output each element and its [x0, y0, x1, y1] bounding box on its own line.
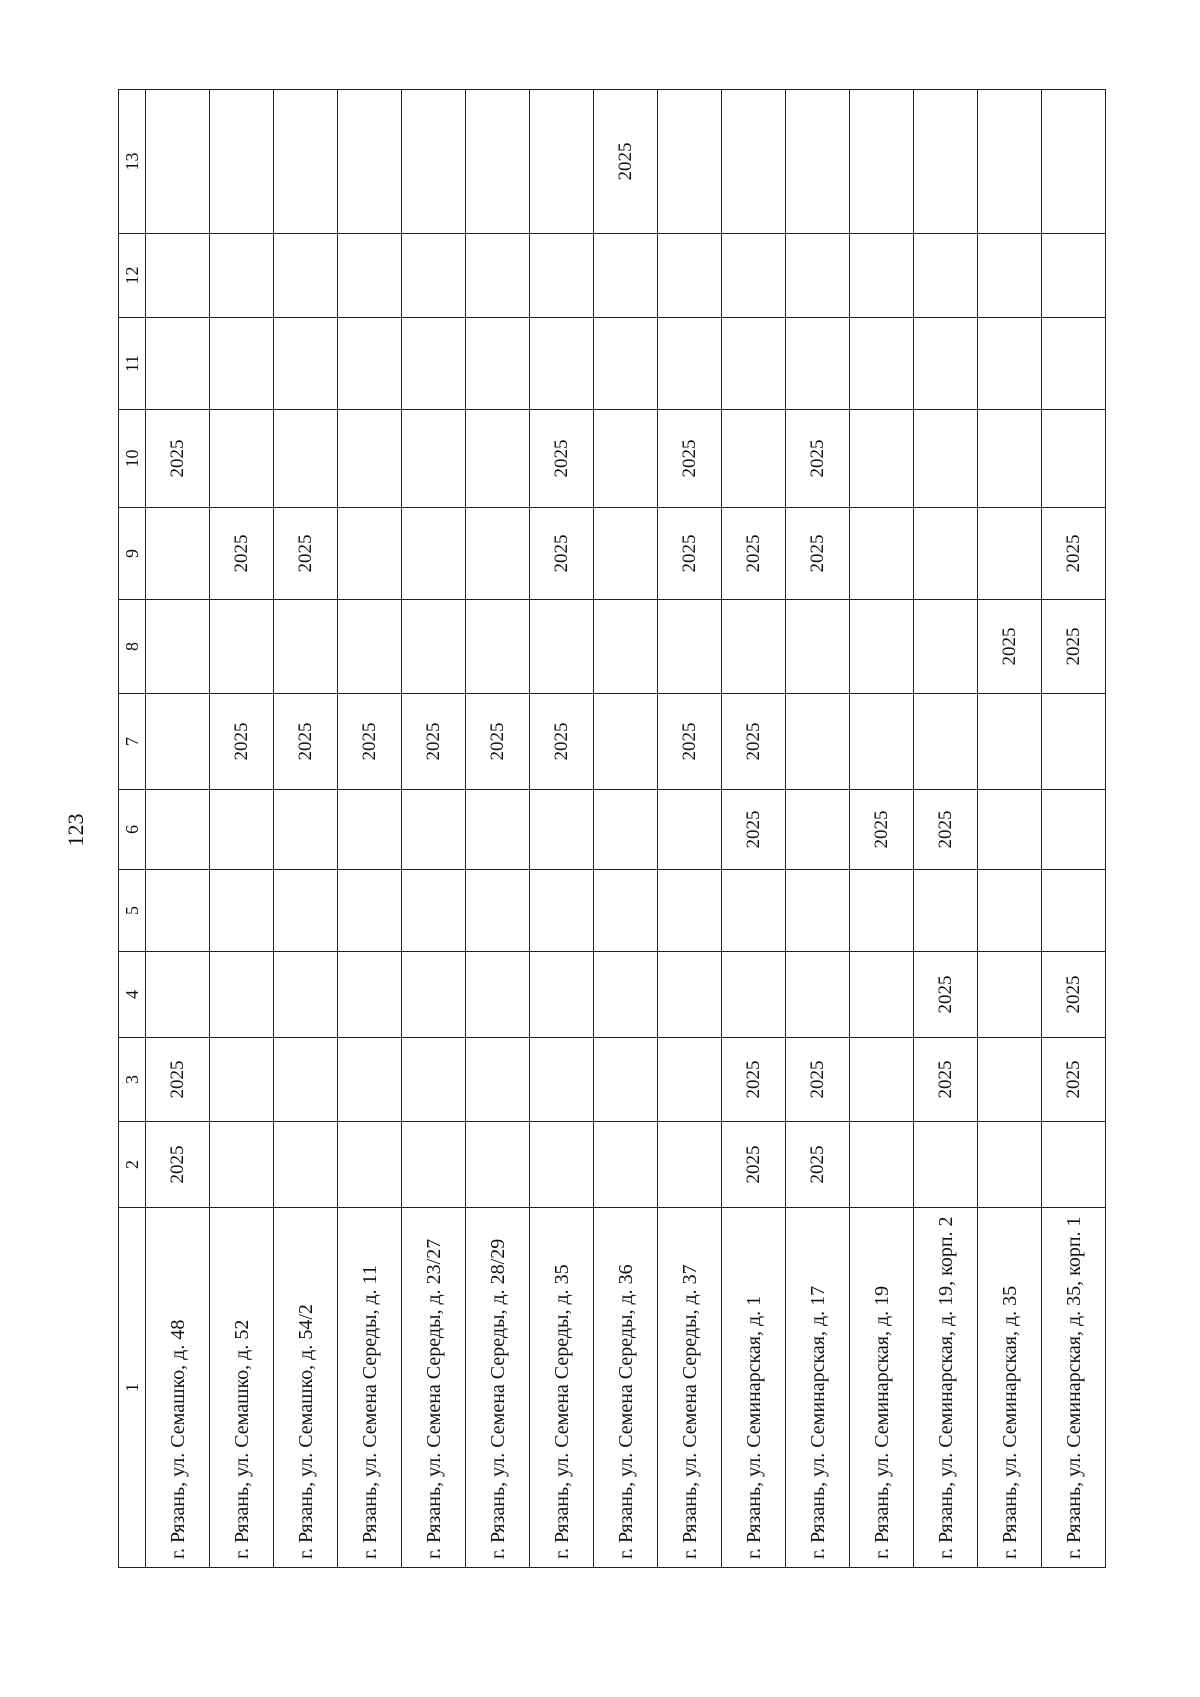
year-cell-col-5	[1042, 870, 1106, 952]
year-cell-col-9: 2025	[530, 508, 594, 600]
address-cell: г. Рязань, ул. Семена Середы, д. 37	[658, 1208, 722, 1568]
year-cell-col-9: 2025	[786, 508, 850, 600]
year-cell-col-13	[786, 90, 850, 234]
year-cell-col-7: 2025	[338, 694, 402, 790]
year-cell-col-6	[658, 790, 722, 870]
column-header-10: 10	[119, 410, 146, 508]
year-cell-col-8	[850, 600, 914, 694]
year-cell-col-4	[466, 952, 530, 1038]
year-cell-col-3	[274, 1038, 338, 1122]
year-cell-col-10: 2025	[146, 410, 210, 508]
year-cell-col-13	[274, 90, 338, 234]
year-cell-col-4: 2025	[914, 952, 978, 1038]
table-header	[119, 90, 146, 1568]
year-cell-col-10	[850, 410, 914, 508]
year-cell-col-4	[658, 952, 722, 1038]
column-header-12: 12	[119, 234, 146, 318]
year-cell-col-4: 2025	[1042, 952, 1106, 1038]
year-cell-col-8	[274, 600, 338, 694]
year-cell-col-7	[978, 694, 1042, 790]
year-cell-col-7: 2025	[274, 694, 338, 790]
year-cell-col-8	[402, 600, 466, 694]
year-cell-col-2	[210, 1122, 274, 1208]
year-cell-col-11	[466, 318, 530, 410]
year-cell-col-7	[786, 694, 850, 790]
year-cell-col-6	[146, 790, 210, 870]
address-cell: г. Рязань, ул. Семинарская, д. 1	[722, 1208, 786, 1568]
year-cell-col-4	[722, 952, 786, 1038]
year-cell-col-6: 2025	[722, 790, 786, 870]
year-cell-col-11	[530, 318, 594, 410]
column-header-8: 8	[119, 600, 146, 694]
year-cell-col-10	[914, 410, 978, 508]
address-cell: г. Рязань, ул. Семинарская, д. 19	[850, 1208, 914, 1568]
year-cell-col-10	[978, 410, 1042, 508]
year-cell-col-10	[402, 410, 466, 508]
year-cell-col-5	[594, 870, 658, 952]
year-cell-col-7	[146, 694, 210, 790]
column-header-9: 9	[119, 508, 146, 600]
table-row	[338, 90, 402, 1568]
page-number-text: 123	[63, 813, 88, 847]
year-cell-col-10: 2025	[530, 410, 594, 508]
year-cell-col-13	[530, 90, 594, 234]
year-cell-col-11	[978, 318, 1042, 410]
year-cell-col-5	[978, 870, 1042, 952]
year-cell-col-2	[1042, 1122, 1106, 1208]
year-cell-col-3	[530, 1038, 594, 1122]
table-row	[722, 90, 786, 1568]
column-header-13: 13	[119, 90, 146, 234]
year-cell-col-6	[530, 790, 594, 870]
year-cell-col-13	[146, 90, 210, 234]
year-cell-col-3: 2025	[146, 1038, 210, 1122]
year-cell-col-9	[338, 508, 402, 600]
year-cell-col-13	[914, 90, 978, 234]
year-cell-col-9: 2025	[1042, 508, 1106, 600]
table-row	[786, 90, 850, 1568]
year-cell-col-6	[210, 790, 274, 870]
year-cell-col-13	[210, 90, 274, 234]
year-cell-col-8	[658, 600, 722, 694]
address-cell: г. Рязань, ул. Семинарская, д. 19, корп. 2	[914, 1208, 978, 1568]
year-cell-col-5	[850, 870, 914, 952]
year-cell-col-2	[466, 1122, 530, 1208]
year-cell-col-7	[850, 694, 914, 790]
year-cell-col-3: 2025	[914, 1038, 978, 1122]
table-row	[978, 90, 1042, 1568]
column-header-2: 2	[119, 1122, 146, 1208]
year-cell-col-5	[786, 870, 850, 952]
year-cell-col-11	[914, 318, 978, 410]
year-cell-col-12	[786, 234, 850, 318]
year-cell-col-10	[210, 410, 274, 508]
year-cell-col-11	[1042, 318, 1106, 410]
year-cell-col-2	[850, 1122, 914, 1208]
year-cell-col-10: 2025	[786, 410, 850, 508]
year-cell-col-11	[338, 318, 402, 410]
year-cell-col-2	[530, 1122, 594, 1208]
year-cell-col-12	[466, 234, 530, 318]
address-cell: г. Рязань, ул. Семинарская, д. 35	[978, 1208, 1042, 1568]
table-row	[210, 90, 274, 1568]
year-cell-col-6	[402, 790, 466, 870]
year-cell-col-9: 2025	[274, 508, 338, 600]
year-cell-col-3	[338, 1038, 402, 1122]
year-cell-col-7: 2025	[466, 694, 530, 790]
year-cell-col-12	[338, 234, 402, 318]
year-cell-col-3	[402, 1038, 466, 1122]
year-cell-col-7	[914, 694, 978, 790]
year-cell-col-2	[914, 1122, 978, 1208]
year-cell-col-7: 2025	[530, 694, 594, 790]
year-cell-col-12	[530, 234, 594, 318]
year-cell-col-9	[850, 508, 914, 600]
year-cell-col-2	[658, 1122, 722, 1208]
year-cell-col-13	[1042, 90, 1106, 234]
year-cell-col-6	[466, 790, 530, 870]
year-cell-col-9	[466, 508, 530, 600]
year-cell-col-6	[274, 790, 338, 870]
table-row	[850, 90, 914, 1568]
year-cell-col-7	[594, 694, 658, 790]
year-cell-col-8	[338, 600, 402, 694]
year-cell-col-13	[850, 90, 914, 234]
year-cell-col-8: 2025	[1042, 600, 1106, 694]
column-header-3: 3	[119, 1038, 146, 1122]
year-cell-col-8	[210, 600, 274, 694]
year-cell-col-9	[402, 508, 466, 600]
year-cell-col-13	[402, 90, 466, 234]
year-cell-col-8	[466, 600, 530, 694]
year-cell-col-3	[850, 1038, 914, 1122]
year-cell-col-3	[978, 1038, 1042, 1122]
column-header-1: 1	[119, 1208, 146, 1568]
year-cell-col-12	[722, 234, 786, 318]
table-row	[658, 90, 722, 1568]
year-cell-col-5	[658, 870, 722, 952]
year-cell-col-9	[146, 508, 210, 600]
year-cell-col-11	[402, 318, 466, 410]
column-header-6: 6	[119, 790, 146, 870]
address-cell: г. Рязань, ул. Семашко, д. 52	[210, 1208, 274, 1568]
year-cell-col-13	[658, 90, 722, 234]
year-cell-col-5	[914, 870, 978, 952]
year-cell-col-10	[274, 410, 338, 508]
address-cell: г. Рязань, ул. Семашко, д. 48	[146, 1208, 210, 1568]
year-cell-col-2	[274, 1122, 338, 1208]
year-cell-col-6	[594, 790, 658, 870]
column-header-5: 5	[119, 870, 146, 952]
year-cell-col-9: 2025	[722, 508, 786, 600]
year-cell-col-8	[722, 600, 786, 694]
year-cell-col-10	[594, 410, 658, 508]
year-cell-col-3	[210, 1038, 274, 1122]
year-cell-col-10	[466, 410, 530, 508]
year-cell-col-2: 2025	[786, 1122, 850, 1208]
year-cell-col-10: 2025	[658, 410, 722, 508]
year-cell-col-5	[338, 870, 402, 952]
table-row	[274, 90, 338, 1568]
year-cell-col-4	[850, 952, 914, 1038]
column-header-11: 11	[119, 318, 146, 410]
table-row	[594, 90, 658, 1568]
column-header-7: 7	[119, 694, 146, 790]
year-cell-col-6: 2025	[914, 790, 978, 870]
year-cell-col-12	[210, 234, 274, 318]
year-cell-col-13	[466, 90, 530, 234]
year-cell-col-2: 2025	[146, 1122, 210, 1208]
year-cell-col-3	[658, 1038, 722, 1122]
address-cell: г. Рязань, ул. Семена Середы, д. 11	[338, 1208, 402, 1568]
year-cell-col-4	[786, 952, 850, 1038]
year-cell-col-12	[146, 234, 210, 318]
year-cell-col-11	[658, 318, 722, 410]
year-cell-col-3	[594, 1038, 658, 1122]
year-cell-col-13	[722, 90, 786, 234]
year-cell-col-11	[722, 318, 786, 410]
year-cell-col-9	[594, 508, 658, 600]
year-cell-col-11	[146, 318, 210, 410]
year-cell-col-12	[914, 234, 978, 318]
table-row	[146, 90, 210, 1568]
table-row	[530, 90, 594, 1568]
year-cell-col-4	[210, 952, 274, 1038]
year-cell-col-3: 2025	[1042, 1038, 1106, 1122]
year-cell-col-7: 2025	[402, 694, 466, 790]
year-cell-col-10	[722, 410, 786, 508]
year-cell-col-4	[402, 952, 466, 1038]
year-cell-col-8: 2025	[978, 600, 1042, 694]
year-cell-col-10	[338, 410, 402, 508]
year-cell-col-6: 2025	[850, 790, 914, 870]
table-row	[914, 90, 978, 1568]
year-cell-col-12	[594, 234, 658, 318]
year-cell-col-4	[338, 952, 402, 1038]
year-cell-col-7: 2025	[658, 694, 722, 790]
year-cell-col-5	[402, 870, 466, 952]
table-row	[1042, 90, 1106, 1568]
year-cell-col-4	[978, 952, 1042, 1038]
repair-schedule-table	[118, 89, 1106, 1568]
year-cell-col-9	[978, 508, 1042, 600]
year-cell-col-2: 2025	[722, 1122, 786, 1208]
header-row	[119, 90, 146, 1568]
year-cell-col-13	[978, 90, 1042, 234]
year-cell-col-6	[1042, 790, 1106, 870]
year-cell-col-8	[146, 600, 210, 694]
address-cell: г. Рязань, ул. Семена Середы, д. 36	[594, 1208, 658, 1568]
table-container	[118, 90, 1085, 1568]
year-cell-col-8	[530, 600, 594, 694]
year-cell-col-6	[978, 790, 1042, 870]
year-cell-col-2	[978, 1122, 1042, 1208]
year-cell-col-3	[466, 1038, 530, 1122]
year-cell-col-11	[850, 318, 914, 410]
year-cell-col-13: 2025	[594, 90, 658, 234]
table-body	[146, 90, 1106, 1568]
year-cell-col-7: 2025	[722, 694, 786, 790]
year-cell-col-12	[1042, 234, 1106, 318]
year-cell-col-6	[786, 790, 850, 870]
address-cell: г. Рязань, ул. Семена Середы, д. 28/29	[466, 1208, 530, 1568]
year-cell-col-12	[978, 234, 1042, 318]
year-cell-col-5	[274, 870, 338, 952]
address-cell: г. Рязань, ул. Семашко, д. 54/2	[274, 1208, 338, 1568]
year-cell-col-11	[210, 318, 274, 410]
year-cell-col-2	[402, 1122, 466, 1208]
year-cell-col-5	[146, 870, 210, 952]
year-cell-col-11	[786, 318, 850, 410]
year-cell-col-5	[722, 870, 786, 952]
year-cell-col-5	[210, 870, 274, 952]
table-row	[466, 90, 530, 1568]
year-cell-col-5	[530, 870, 594, 952]
address-cell: г. Рязань, ул. Семинарская, д. 35, корп. 1	[1042, 1208, 1106, 1568]
year-cell-col-7	[1042, 694, 1106, 790]
year-cell-col-13	[338, 90, 402, 234]
address-cell: г. Рязань, ул. Семена Середы, д. 35	[530, 1208, 594, 1568]
year-cell-col-2	[594, 1122, 658, 1208]
year-cell-col-8	[914, 600, 978, 694]
year-cell-col-9	[914, 508, 978, 600]
year-cell-col-4	[594, 952, 658, 1038]
year-cell-col-6	[338, 790, 402, 870]
year-cell-col-7: 2025	[210, 694, 274, 790]
address-cell: г. Рязань, ул. Семинарская, д. 17	[786, 1208, 850, 1568]
column-header-4: 4	[119, 952, 146, 1038]
year-cell-col-9: 2025	[210, 508, 274, 600]
year-cell-col-8	[786, 600, 850, 694]
year-cell-col-12	[274, 234, 338, 318]
year-cell-col-9: 2025	[658, 508, 722, 600]
year-cell-col-11	[274, 318, 338, 410]
year-cell-col-12	[402, 234, 466, 318]
year-cell-col-5	[466, 870, 530, 952]
year-cell-col-8	[594, 600, 658, 694]
year-cell-col-12	[850, 234, 914, 318]
year-cell-col-4	[274, 952, 338, 1038]
year-cell-col-12	[658, 234, 722, 318]
table-row	[402, 90, 466, 1568]
year-cell-col-11	[594, 318, 658, 410]
year-cell-col-4	[530, 952, 594, 1038]
address-cell: г. Рязань, ул. Семена Середы, д. 23/27	[402, 1208, 466, 1568]
year-cell-col-2	[338, 1122, 402, 1208]
year-cell-col-3: 2025	[786, 1038, 850, 1122]
year-cell-col-10	[1042, 410, 1106, 508]
year-cell-col-4	[146, 952, 210, 1038]
year-cell-col-3: 2025	[722, 1038, 786, 1122]
